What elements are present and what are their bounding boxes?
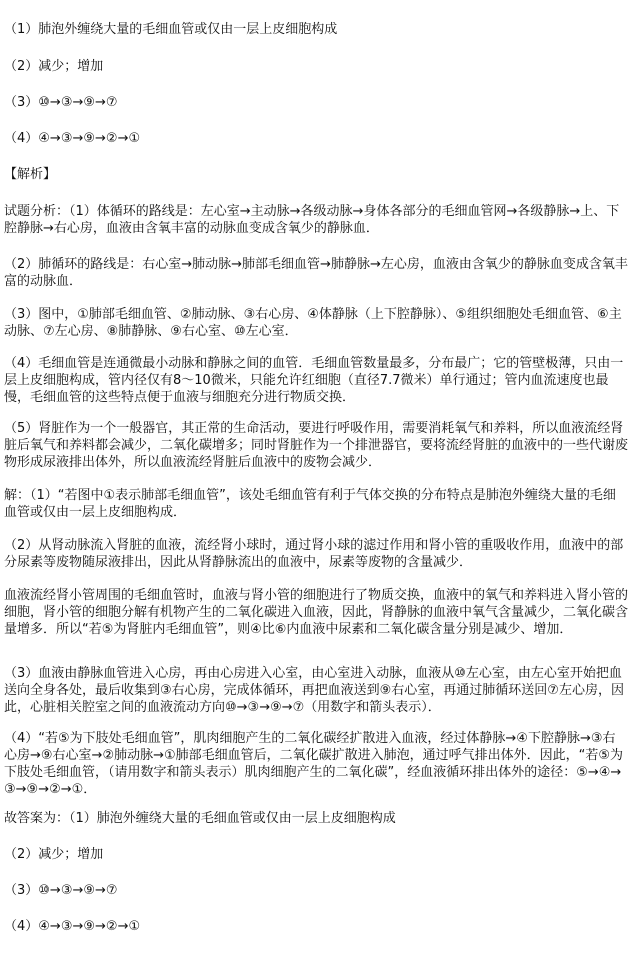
final-answer-line-2: （2）减少；增加	[4, 847, 104, 862]
answer-line-1: （1）肺泡外缠绕大量的毛细血管或仅由一层上皮细胞构成	[4, 22, 338, 37]
final-answer-line-3: （3）⑩→③→⑨→⑦	[4, 883, 118, 898]
analysis-paragraph-5: （5）肾脏作为一个一般器官，其正常的生命活动，要进行呼吸作用，需要消耗氧气和养料，所以血液流经肾脏后氧气和养料都会减少，二氧化碳增多；同时肾脏作为一个排泄器官，要将流经肾脏的血液中的一些代谢废物形成尿液排出体外，所以血液流经肾脏后血液中的废物会减少．	[4, 421, 629, 470]
final-answer-line-4: （4）④→③→⑨→②→①	[4, 919, 141, 934]
solution-paragraph-5: （4）“若⑤为下肢处毛细血管”，肌肉细胞产生的二氧化碳经扩散进入血液，经过体静脉→④下腔静脉→③右心房→⑨右心室→②肺动脉→①肺部毛细血管后，二氧化碳扩散进入肺泡，通过呼气排出体外．因此，“若⑤为下肢处毛细血管，（请用数字和箭头表示）肌肉细胞产生的二氧化碳”，经血液循环排出体外的途径：⑤→④→③→⑨→②→①．	[4, 731, 624, 797]
solution-paragraph-3: 血液流经肾小管周围的毛细血管时，血液与肾小管的细胞进行了物质交换，血液中的氧气和养料进入肾小管的细胞，肾小管的细胞分解有机物产生的二氧化碳进入血液，因此，肾静脉的血液中氧气含量减少，二氧化碳含量增多．所以“若⑤为肾脏内毛细血管”，则④比⑥内血液中尿素和二氧化碳含量分别是减少、增加．	[4, 588, 629, 637]
answer-line-2: （2）减少；增加	[4, 59, 104, 74]
solution-paragraph-2: （2）从肾动脉流入肾脏的血液，流经肾小球时，通过肾小球的滤过作用和肾小管的重吸收作用，血液中的部分尿素等废物随尿液排出，因此从肾静脉流出的血液中，尿素等废物的含量减少．	[4, 538, 624, 570]
final-answer-line-1: 故答案为：（1）肺泡外缠绕大量的毛细血管或仅由一层上皮细胞构成	[4, 811, 396, 826]
solution-paragraph-1: 解：（1）“若图中①表示肺部毛细血管”，该处毛细血管有利于气体交换的分布特点是肺泡外缠绕大量的毛细血管或仅由一层上皮细胞构成．	[4, 488, 616, 520]
analysis-heading: 【解析】	[4, 167, 57, 182]
answer-line-3: （3）⑩→③→⑨→⑦	[4, 95, 118, 110]
solution-paragraph-4: （3）血液由静脉血管进入心房，再由心房进入心室，由心室进入动脉，血液从⑩左心室，由左心室开始把血送向全身各处，最后收集到③右心房，完成体循环，再把血液送到⑨右心室，再通过肺循环送回⑦左心房，因此，心脏相关腔室之间的血液流动方向⑩→③→⑨→⑦（用数字和箭头表示）．	[4, 666, 624, 715]
analysis-paragraph-1: 试题分析：（1）体循环的路线是：左心室→主动脉→各级动脉→身体各部分的毛细血管网→各级静脉→上、下腔静脉→右心房，血液由含氧丰富的动脉血变成含氧少的静脉血．	[4, 204, 620, 236]
answer-line-4: （4）④→③→⑨→②→①	[4, 131, 141, 146]
analysis-paragraph-3: （3）图中，①肺部毛细血管、②肺动脉、③右心房、④体静脉（上下腔静脉）、⑤组织细胞处毛细血管、⑥主动脉、⑦左心房、⑧肺静脉、⑨右心室、⑩左心室．	[4, 307, 622, 339]
analysis-paragraph-2: （2）肺循环的路线是：右心室→肺动脉→肺部毛细血管→肺静脉→左心房，血液由含氧少的静脉血变成含氧丰富的动脉血．	[4, 257, 628, 289]
analysis-paragraph-4: （4）毛细血管是连通微最小动脉和静脉之间的血管．毛细血管数量最多，分布最广；它的管壁极薄，只由一层上皮细胞构成，管内径仅有8～10微米，只能允许红细胞（直径7.7微米）单行通过；管内血流速度也最慢，毛细血管的这些特点便于血液与细胞充分进行物质交换．	[4, 356, 624, 405]
